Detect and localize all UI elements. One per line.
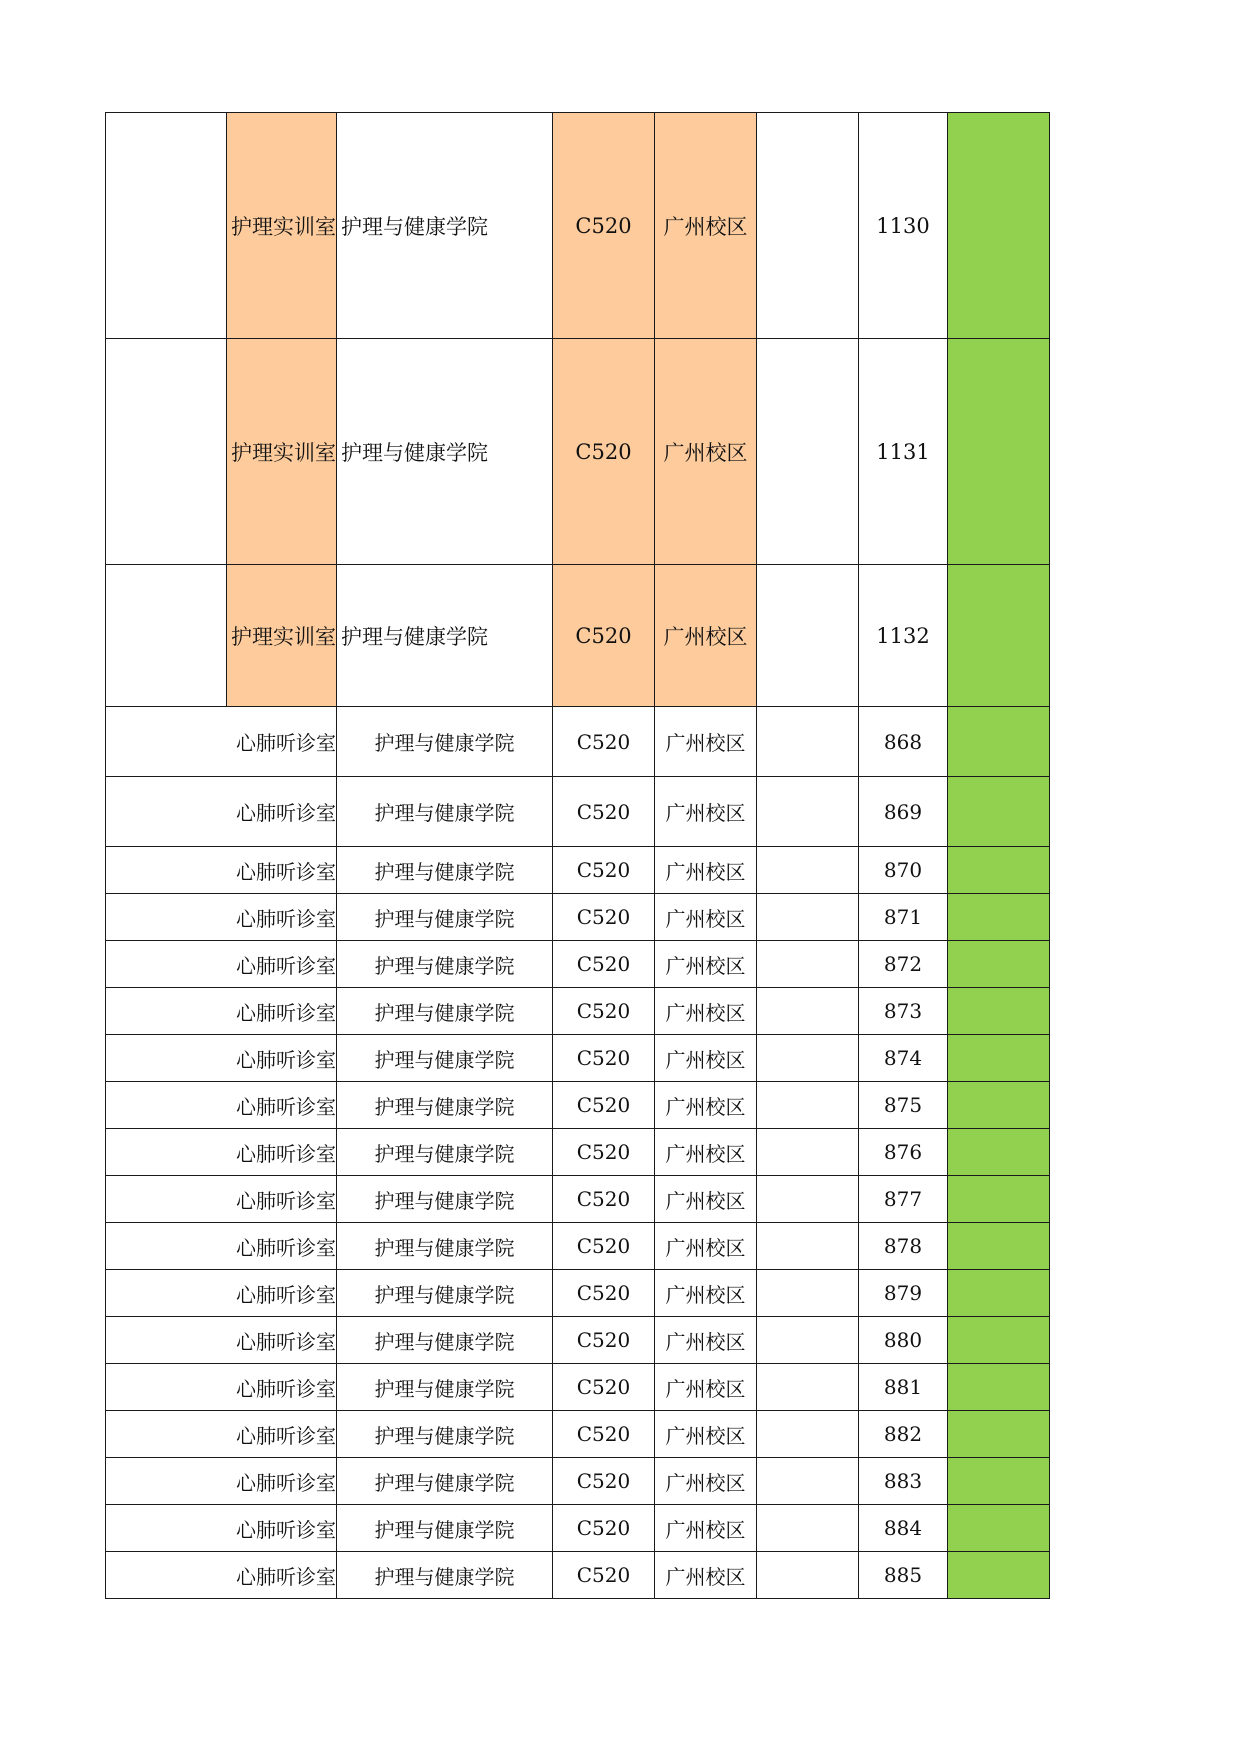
campus-cell[interactable]: 广州校区: [655, 1505, 757, 1552]
department-cell[interactable]: 护理与健康学院: [337, 565, 553, 707]
table-row: [106, 707, 1050, 777]
status-cell[interactable]: [948, 1552, 1050, 1599]
empty-cell[interactable]: [757, 113, 859, 339]
campus-cell[interactable]: 广州校区: [655, 1411, 757, 1458]
room-name-cell[interactable]: 心肺听诊室: [227, 988, 337, 1035]
room-name-cell[interactable]: 心肺听诊室: [227, 1317, 337, 1364]
room-name-cell[interactable]: 心肺听诊室: [227, 1176, 337, 1223]
blank-cell[interactable]: [106, 1082, 227, 1129]
status-cell[interactable]: [948, 1411, 1050, 1458]
department-cell[interactable]: 护理与健康学院: [337, 1270, 553, 1317]
blank-cell[interactable]: [106, 847, 227, 894]
department-cell[interactable]: 护理与健康学院: [337, 1176, 553, 1223]
room-name-cell[interactable]: 心肺听诊室: [227, 1223, 337, 1270]
table-row: [106, 565, 1050, 707]
empty-cell[interactable]: [757, 339, 859, 565]
number-cell[interactable]: 883: [859, 1458, 948, 1505]
empty-cell[interactable]: [757, 777, 859, 847]
room-name-cell[interactable]: 心肺听诊室: [227, 1270, 337, 1317]
department-cell[interactable]: 护理与健康学院: [337, 1223, 553, 1270]
table-row: [106, 1505, 1050, 1552]
table-row: [106, 941, 1050, 988]
room-name-cell[interactable]: 心肺听诊室: [227, 1458, 337, 1505]
table-row: [106, 1223, 1050, 1270]
table-row: [106, 1270, 1050, 1317]
department-cell[interactable]: 护理与健康学院: [337, 1082, 553, 1129]
number-cell[interactable]: 874: [859, 1035, 948, 1082]
campus-cell[interactable]: 广州校区: [655, 1129, 757, 1176]
code-cell[interactable]: C520: [553, 1223, 655, 1270]
code-cell[interactable]: C520: [553, 113, 655, 339]
status-cell[interactable]: [948, 1035, 1050, 1082]
empty-cell[interactable]: [757, 1458, 859, 1505]
room-name-cell[interactable]: 心肺听诊室: [227, 1082, 337, 1129]
blank-cell[interactable]: [106, 1552, 227, 1599]
table-row: [106, 1176, 1050, 1223]
empty-cell[interactable]: [757, 1223, 859, 1270]
empty-cell[interactable]: [757, 894, 859, 941]
room-name-cell[interactable]: 心肺听诊室: [227, 1411, 337, 1458]
status-cell[interactable]: [948, 1082, 1050, 1129]
blank-cell[interactable]: [106, 1458, 227, 1505]
room-name-cell[interactable]: 心肺听诊室: [227, 847, 337, 894]
status-cell[interactable]: [948, 1505, 1050, 1552]
status-cell[interactable]: [948, 847, 1050, 894]
number-cell[interactable]: 872: [859, 941, 948, 988]
campus-cell[interactable]: 广州校区: [655, 113, 757, 339]
status-cell[interactable]: [948, 1458, 1050, 1505]
department-cell[interactable]: 护理与健康学院: [337, 1552, 553, 1599]
code-cell[interactable]: C520: [553, 847, 655, 894]
campus-cell[interactable]: 广州校区: [655, 565, 757, 707]
number-cell[interactable]: 878: [859, 1223, 948, 1270]
code-cell[interactable]: C520: [553, 988, 655, 1035]
table-row: [106, 1364, 1050, 1411]
number-cell[interactable]: 871: [859, 894, 948, 941]
campus-cell[interactable]: 广州校区: [655, 1223, 757, 1270]
campus-cell[interactable]: 广州校区: [655, 777, 757, 847]
empty-cell[interactable]: [757, 1505, 859, 1552]
status-cell[interactable]: [948, 777, 1050, 847]
number-cell[interactable]: 868: [859, 707, 948, 777]
department-cell[interactable]: 护理与健康学院: [337, 1035, 553, 1082]
room-name-cell[interactable]: 护理实训室: [227, 565, 337, 707]
room-name-cell[interactable]: 心肺听诊室: [227, 1552, 337, 1599]
empty-cell[interactable]: [757, 1035, 859, 1082]
number-cell[interactable]: 884: [859, 1505, 948, 1552]
empty-cell[interactable]: [757, 1270, 859, 1317]
blank-cell[interactable]: [106, 1364, 227, 1411]
room-name-cell[interactable]: 心肺听诊室: [227, 1035, 337, 1082]
number-cell[interactable]: 882: [859, 1411, 948, 1458]
empty-cell[interactable]: [757, 1364, 859, 1411]
blank-cell[interactable]: [106, 941, 227, 988]
campus-cell[interactable]: 广州校区: [655, 339, 757, 565]
code-cell[interactable]: C520: [553, 941, 655, 988]
number-cell[interactable]: 1132: [859, 565, 948, 707]
table-row: [106, 1458, 1050, 1505]
department-cell[interactable]: 护理与健康学院: [337, 1364, 553, 1411]
empty-cell[interactable]: [757, 1411, 859, 1458]
campus-cell[interactable]: 广州校区: [655, 1458, 757, 1505]
room-name-cell[interactable]: 心肺听诊室: [227, 707, 337, 777]
campus-cell[interactable]: 广州校区: [655, 1082, 757, 1129]
campus-cell[interactable]: 广州校区: [655, 1035, 757, 1082]
table-row: [106, 847, 1050, 894]
code-cell[interactable]: C520: [553, 777, 655, 847]
blank-cell[interactable]: [106, 339, 227, 565]
department-cell[interactable]: 护理与健康学院: [337, 1505, 553, 1552]
blank-cell[interactable]: [106, 894, 227, 941]
table-row: [106, 1082, 1050, 1129]
department-cell[interactable]: 护理与健康学院: [337, 777, 553, 847]
blank-cell[interactable]: [106, 1505, 227, 1552]
room-name-cell[interactable]: 心肺听诊室: [227, 894, 337, 941]
department-cell[interactable]: 护理与健康学院: [337, 847, 553, 894]
campus-cell[interactable]: 广州校区: [655, 1364, 757, 1411]
room-name-cell[interactable]: 心肺听诊室: [227, 941, 337, 988]
blank-cell[interactable]: [106, 1411, 227, 1458]
number-cell[interactable]: 1131: [859, 339, 948, 565]
blank-cell[interactable]: [106, 988, 227, 1035]
department-cell[interactable]: 护理与健康学院: [337, 941, 553, 988]
table-row: [106, 339, 1050, 565]
empty-cell[interactable]: [757, 707, 859, 777]
room-name-cell[interactable]: 心肺听诊室: [227, 1505, 337, 1552]
table-row: [106, 113, 1050, 339]
campus-cell[interactable]: 广州校区: [655, 894, 757, 941]
table-row: [106, 777, 1050, 847]
empty-cell[interactable]: [757, 847, 859, 894]
code-cell[interactable]: C520: [553, 565, 655, 707]
code-cell[interactable]: C520: [553, 1129, 655, 1176]
code-cell[interactable]: C520: [553, 1364, 655, 1411]
blank-cell[interactable]: [106, 1317, 227, 1364]
code-cell[interactable]: C520: [553, 707, 655, 777]
table-row: [106, 988, 1050, 1035]
blank-cell[interactable]: [106, 1176, 227, 1223]
number-cell[interactable]: 870: [859, 847, 948, 894]
code-cell[interactable]: C520: [553, 1082, 655, 1129]
campus-cell[interactable]: 广州校区: [655, 988, 757, 1035]
blank-cell[interactable]: [106, 1223, 227, 1270]
number-cell[interactable]: 1130: [859, 113, 948, 339]
status-cell[interactable]: [948, 1176, 1050, 1223]
campus-cell[interactable]: 广州校区: [655, 847, 757, 894]
room-name-cell[interactable]: 护理实训室: [227, 339, 337, 565]
code-cell[interactable]: C520: [553, 1411, 655, 1458]
number-cell[interactable]: 879: [859, 1270, 948, 1317]
blank-cell[interactable]: [106, 113, 227, 339]
table-row: [106, 1129, 1050, 1176]
empty-cell[interactable]: [757, 988, 859, 1035]
empty-cell[interactable]: [757, 1317, 859, 1364]
campus-cell[interactable]: 广州校区: [655, 1552, 757, 1599]
code-cell[interactable]: C520: [553, 1176, 655, 1223]
status-cell[interactable]: [948, 894, 1050, 941]
number-cell[interactable]: 873: [859, 988, 948, 1035]
status-cell[interactable]: [948, 1129, 1050, 1176]
campus-cell[interactable]: 广州校区: [655, 1270, 757, 1317]
empty-cell[interactable]: [757, 1552, 859, 1599]
code-cell[interactable]: C520: [553, 1317, 655, 1364]
number-cell[interactable]: 877: [859, 1176, 948, 1223]
status-cell[interactable]: [948, 941, 1050, 988]
blank-cell[interactable]: [106, 777, 227, 847]
table-row: [106, 1411, 1050, 1458]
table-row: [106, 1552, 1050, 1599]
campus-cell[interactable]: 广州校区: [655, 707, 757, 777]
department-cell[interactable]: 护理与健康学院: [337, 988, 553, 1035]
department-cell[interactable]: 护理与健康学院: [337, 1129, 553, 1176]
table-row: [106, 1317, 1050, 1364]
blank-cell[interactable]: [106, 565, 227, 707]
blank-cell[interactable]: [106, 1129, 227, 1176]
code-cell[interactable]: C520: [553, 1035, 655, 1082]
number-cell[interactable]: 875: [859, 1082, 948, 1129]
number-cell[interactable]: 881: [859, 1364, 948, 1411]
campus-cell[interactable]: 广州校区: [655, 941, 757, 988]
empty-cell[interactable]: [757, 1176, 859, 1223]
status-cell[interactable]: [948, 1270, 1050, 1317]
department-cell[interactable]: 护理与健康学院: [337, 1411, 553, 1458]
empty-cell[interactable]: [757, 1129, 859, 1176]
status-cell[interactable]: [948, 113, 1050, 339]
table-body: [106, 113, 1050, 1599]
code-cell[interactable]: C520: [553, 894, 655, 941]
department-cell[interactable]: 护理与健康学院: [337, 894, 553, 941]
status-cell[interactable]: [948, 1364, 1050, 1411]
status-cell[interactable]: [948, 565, 1050, 707]
room-name-cell[interactable]: 心肺听诊室: [227, 1129, 337, 1176]
status-cell[interactable]: [948, 707, 1050, 777]
table-row: [106, 1035, 1050, 1082]
department-cell[interactable]: 护理与健康学院: [337, 707, 553, 777]
department-cell[interactable]: 护理与健康学院: [337, 339, 553, 565]
code-cell[interactable]: C520: [553, 1505, 655, 1552]
department-cell[interactable]: 护理与健康学院: [337, 1317, 553, 1364]
empty-cell[interactable]: [757, 941, 859, 988]
campus-cell[interactable]: 广州校区: [655, 1317, 757, 1364]
campus-cell[interactable]: 广州校区: [655, 1176, 757, 1223]
status-cell[interactable]: [948, 1317, 1050, 1364]
code-cell[interactable]: C520: [553, 1458, 655, 1505]
empty-cell[interactable]: [757, 565, 859, 707]
blank-cell[interactable]: [106, 1035, 227, 1082]
number-cell[interactable]: 880: [859, 1317, 948, 1364]
status-cell[interactable]: [948, 1223, 1050, 1270]
number-cell[interactable]: 885: [859, 1552, 948, 1599]
table-row: [106, 894, 1050, 941]
number-cell[interactable]: 876: [859, 1129, 948, 1176]
status-cell[interactable]: [948, 339, 1050, 565]
code-cell[interactable]: C520: [553, 339, 655, 565]
empty-cell[interactable]: [757, 1082, 859, 1129]
spreadsheet-table: [105, 112, 1050, 1599]
code-cell[interactable]: C520: [553, 1552, 655, 1599]
blank-cell[interactable]: [106, 707, 227, 777]
number-cell[interactable]: 869: [859, 777, 948, 847]
blank-cell[interactable]: [106, 1270, 227, 1317]
status-cell[interactable]: [948, 988, 1050, 1035]
code-cell[interactable]: C520: [553, 1270, 655, 1317]
department-cell[interactable]: 护理与健康学院: [337, 1458, 553, 1505]
room-name-cell[interactable]: 心肺听诊室: [227, 777, 337, 847]
department-cell[interactable]: 护理与健康学院: [337, 113, 553, 339]
room-name-cell[interactable]: 心肺听诊室: [227, 1364, 337, 1411]
room-name-cell[interactable]: 护理实训室: [227, 113, 337, 339]
